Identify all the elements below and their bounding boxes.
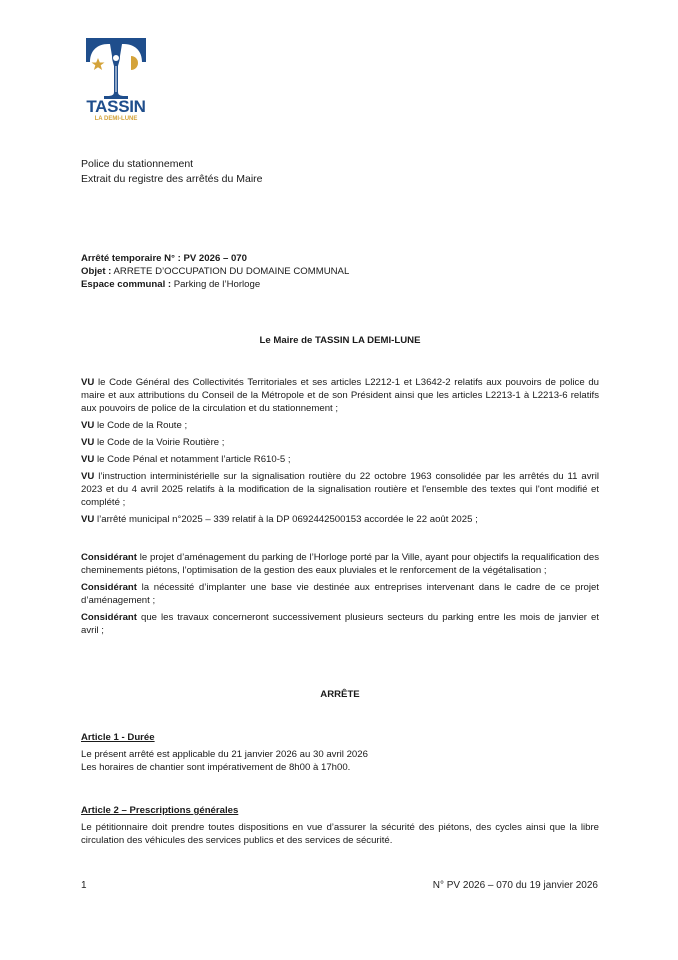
- article-1-line: Les horaires de chantier sont impérativement de 8h00 à 17h00.: [81, 762, 351, 773]
- article-2: [81, 804, 599, 847]
- article-2-line: Le pétitionnaire doit prendre toutes dispositions en vue d’assurer la sécurité des piétons, des cycles ainsi que la libre circulation des véhicules des services publics et des services de sécurité.: [81, 822, 599, 846]
- logo-name: TASSIN: [86, 97, 146, 116]
- vu-clause: VU le Code de la Voirie Routière ;: [81, 437, 225, 448]
- article-2-title: Article 2 – Prescriptions générales: [81, 805, 239, 816]
- vu-clauses: [81, 376, 599, 530]
- objet-line: Objet : ARRETE D’OCCUPATION DU DOMAINE COMMUNAL: [81, 266, 350, 277]
- vu-clause: VU le Code de la Route ;: [81, 420, 188, 431]
- considerant-clause: Considérant la nécessité d’implanter une base vie destinée aux entreprises intervenant dans le cadre de ce projet d’aménagement ;: [81, 582, 599, 606]
- considerant-clause: Considérant le projet d’aménagement du parking de l’Horloge porté par la Ville, ayant pour objectifs la requalification des cheminements piétons, l’optimisation de la gestion des eaux pluviales et le renforcement de la végétalisation ;: [81, 552, 599, 576]
- header-line-2: Extrait du registre des arrêtés du Maire: [81, 173, 263, 185]
- maire-title: Le Maire de TASSIN LA DEMI-LUNE: [259, 335, 421, 346]
- logo-subtitle: LA DEMI-LUNE: [94, 116, 138, 122]
- tassin-logo-icon: [84, 36, 148, 100]
- considerant-clause: Considérant que les travaux concerneront successivement plusieurs secteurs du parking entre les mois de janvier et avril ;: [81, 612, 599, 636]
- page-number: 1: [81, 880, 87, 891]
- article-1-title: Article 1 - Durée: [81, 732, 155, 743]
- article-1-line: Le présent arrêté est applicable du 21 janvier 2026 au 30 avril 2026: [81, 749, 368, 760]
- document-header: [81, 157, 599, 187]
- arrete-meta: [81, 252, 599, 291]
- vu-clause: VU le Code Pénal et notamment l’article R610-5 ;: [81, 454, 291, 465]
- arrete-title: ARRÊTE: [320, 689, 360, 700]
- considerant-clauses: [81, 551, 599, 641]
- vu-clause: VU l’instruction interministérielle sur la signalisation routière du 22 octobre 1963 consolidée par les arrêtés du 11 avril 2023 et du 4 avril 2025 relatifs à la modification de la signalisation routière et l'ensemble des textes qui l'ont modifié et complété ;: [81, 471, 599, 508]
- arrete-number: Arrêté temporaire N° : PV 2026 – 070: [81, 253, 247, 264]
- vu-clause: VU le Code Général des Collectivités Territoriales et ses articles L2212-1 et L3642-2 relatifs aux pouvoirs de police du maire et aux attributions du Conseil de la Métropole et de son Président ainsi que les articles L2213-1 à L2213-6 relatifs aux pouvoirs de police de la circulation et du stationnement ;: [81, 377, 599, 414]
- vu-clause: VU l’arrêté municipal n°2025 – 339 relatif à la DP 0692442500153 accordée le 22 août 2025 ;: [81, 514, 478, 525]
- footer-reference: N° PV 2026 – 070 du 19 janvier 2026: [432, 880, 598, 891]
- espace-line: Espace communal : Parking de l’Horloge: [81, 279, 261, 290]
- article-1: [81, 731, 599, 774]
- header-line-1: Police du stationnement: [81, 158, 194, 170]
